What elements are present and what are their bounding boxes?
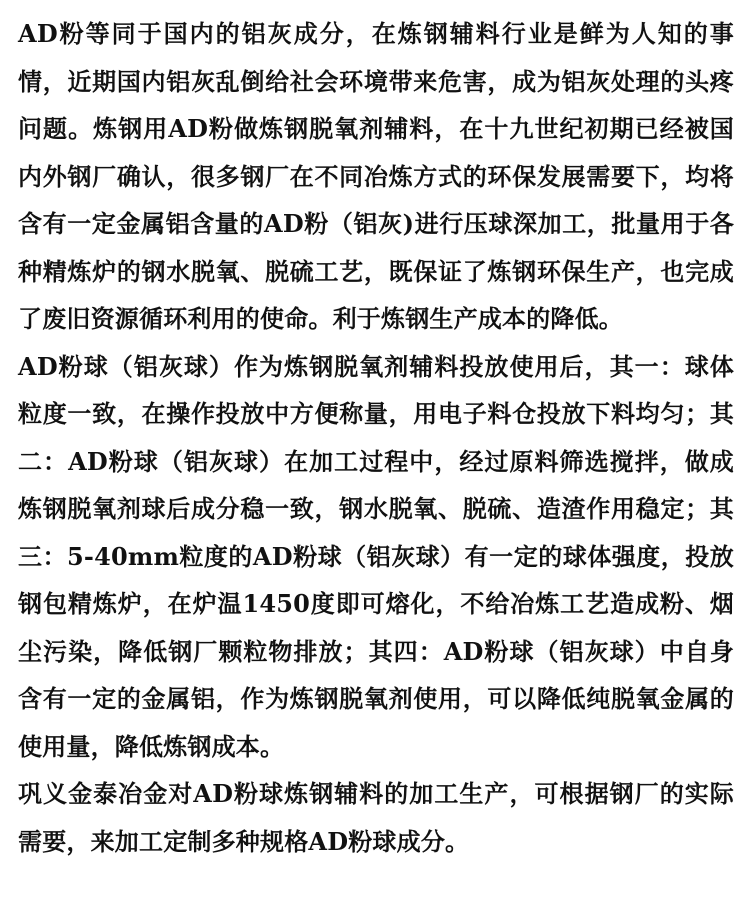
paragraph-company: 巩义金泰冶金对AD粉球炼钢辅料的加工生产，可根据钢厂的实际需要，来加工定制多种规格AD粉球成分。 — [18, 779, 734, 856]
paragraph-intro: AD粉等同于国内的铝灰成分，在炼钢辅料行业是鲜为人知的事情，近期国内铝灰乱倒给社会环境带来危害，成为铝灰处理的头疼问题。炼钢用AD粉做炼钢脱氧剂辅料，在十九世纪初期已经被国内外钢厂确认，很多钢厂在不同冶炼方式的环保发展需要下，均将含有一定金属铝含量的AD粉（铝灰)进行压球深加工，批量用于各种精炼炉的钢水脱氧、脱硫工艺，既保证了炼钢环保生产，也完成了废旧资源循环利用的使命。利于炼钢生产成本的降低。 — [18, 19, 734, 333]
document-body — [18, 10, 734, 865]
paragraph-advantages: AD粉球（铝灰球）作为炼钢脱氧剂辅料投放使用后，其一：球体粒度一致，在操作投放中方便称量，用电子料仓投放下料均匀；其二：AD粉球（铝灰球）在加工过程中，经过原料筛选搅拌，做成炼钢脱氧剂球后成分稳一致，钢水脱氧、脱硫、造渣作用稳定；其三：5-40mm粒度的AD粉球（铝灰球）有一定的球体强度，投放钢包精炼炉，在炉温1450度即可熔化，不给冶炼工艺造成粉、烟尘污染，降低钢厂颗粒物排放；其四：AD粉球（铝灰球）中自身含有一定的金属铝，作为炼钢脱氧剂使用，可以降低纯脱氧金属的使用量，降低炼钢成本。 — [18, 351, 734, 761]
